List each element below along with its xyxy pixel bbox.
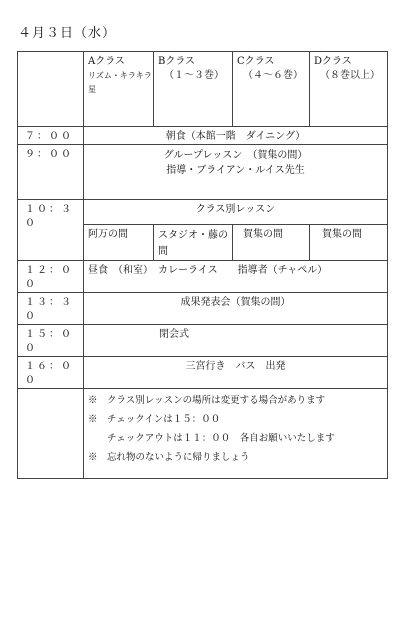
class-b-header — [154, 52, 233, 127]
note-item: チェックアウトは１１：００ 各自お願いいたします — [88, 433, 335, 444]
activity-breakfast: 朝食（本館一階 ダイニング） — [84, 127, 388, 145]
time-cell: ９：００ — [18, 145, 84, 200]
schedule-row-class-lesson — [18, 200, 388, 225]
note-item: ※ 忘れ物のないように帰りましょう — [88, 452, 250, 463]
schedule-row-recital — [18, 293, 388, 325]
time-cell: ７：００ — [18, 127, 84, 145]
activity-closing: 閉会式 — [84, 325, 388, 357]
class-c-name: Cクラス — [237, 56, 275, 67]
activity-lunch: 昼食 （和室） カレーライス 指導者（チャペル） — [84, 261, 388, 293]
room-class-c: 賀集の間 — [233, 225, 310, 261]
schedule-row-departure — [18, 357, 388, 389]
time-cell: １２：００ — [18, 261, 84, 293]
class-c-range: （４～６巻） — [243, 70, 303, 81]
notes-cell — [84, 389, 388, 479]
class-a-header — [84, 52, 154, 127]
header-corner-cell — [18, 52, 84, 127]
class-a-subtitle: リズム・キラキラ星 — [88, 71, 152, 94]
activity-class-lesson: クラス別レッスン — [84, 200, 388, 225]
schedule-row-breakfast — [18, 127, 388, 145]
page-title: ４月３日（水） — [18, 26, 117, 41]
room-class-d: 賀集の間 — [310, 225, 388, 261]
time-cell: １５：００ — [18, 325, 84, 357]
schedule-row-group-lesson — [18, 145, 388, 200]
room-class-a: 阿万の間 — [84, 225, 154, 261]
notes-row — [18, 389, 388, 479]
group-lesson-room: グループレッスン （賀集の間） — [163, 150, 308, 161]
room-class-b: スタジオ・藤の間 — [154, 225, 233, 261]
class-b-name: Bクラス — [158, 56, 196, 67]
header-row — [18, 52, 388, 127]
notes-empty-cell — [18, 389, 84, 479]
activity-recital: 成果発表会（賀集の間） — [84, 293, 388, 325]
class-a-name: Aクラス — [88, 56, 125, 67]
class-b-range: （１～３巻） — [164, 70, 224, 81]
group-lesson-instructor: 指導・ブライアン・ルイス先生 — [166, 165, 305, 176]
time-cell: １０：３０ — [18, 200, 84, 261]
time-cell: １６：００ — [18, 357, 84, 389]
schedule-row-closing — [18, 325, 388, 357]
class-d-name: Dクラス — [314, 56, 352, 67]
class-c-header — [233, 52, 310, 127]
note-item: ※ クラス別レッスンの場所は変更する場合があります — [88, 395, 326, 406]
schedule-table — [17, 51, 388, 479]
activity-departure: 三宮行き バス 出発 — [84, 357, 388, 389]
note-item: ※ チェックインは１５：００ — [88, 414, 221, 425]
class-d-header — [310, 52, 388, 127]
activity-group-lesson — [84, 145, 388, 200]
class-d-range: （８巻以上） — [320, 70, 380, 81]
schedule-row-lunch — [18, 261, 388, 293]
time-cell: １３：３０ — [18, 293, 84, 325]
